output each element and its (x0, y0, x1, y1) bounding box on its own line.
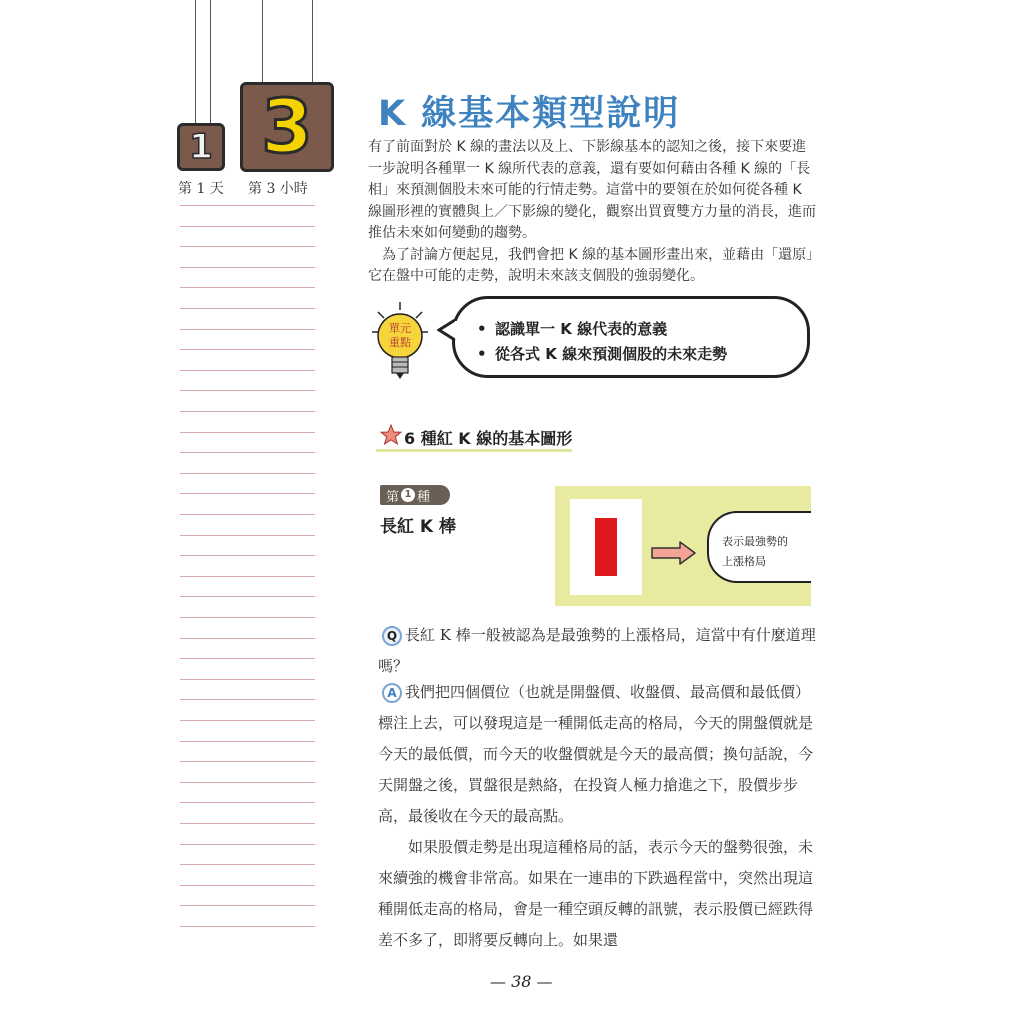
ruled-line (180, 741, 315, 742)
hour-block (240, 82, 334, 172)
ruled-line (180, 658, 315, 659)
tag-number: 1 (401, 488, 415, 502)
star-icon (380, 424, 402, 446)
day-label: 第 1 天 (178, 181, 224, 197)
intro-text (368, 137, 818, 288)
page-number: — 38 — (490, 972, 553, 991)
ruled-line (180, 370, 315, 371)
ruled-line (180, 432, 315, 433)
ruled-line (180, 844, 315, 845)
arrow-right-icon (650, 539, 698, 567)
lightbulb-icon (370, 300, 440, 382)
candle-name: 長紅 K 棒 (380, 517, 457, 537)
intro-paragraph: 有了前面對於 K 線的畫法以及上、下影線基本的認知之後，接下來要進一步說明各種單一 K 線所代表的意義，還有要如何藉由各種 K 線的「長相」來預測個股未來可能的行情走勢。這當中的要領在於如何從各種 K 線圖形裡的實體與上／下影線的變化，觀察出買賣雙方力量的消長，進而推估未來如何變動的趨勢。 (368, 139, 816, 241)
ruled-line (180, 205, 315, 206)
callout-text (722, 532, 788, 572)
hanging-string (210, 0, 211, 125)
section-heading: 6 種紅 K 線的基本圖形 (404, 429, 573, 448)
body-paragraph: 如果股價走勢是出現這種格局的話，表示今天的盤勢很強，未來續強的機會非常高。如果在一連串的下跌過程當中，突然出現這種開低走高的格局，會是一種空頭反轉的訊號，表示股價已經跌得差不多了，即將要反轉向上。如果還 (378, 838, 814, 949)
hour-number: 3 (261, 84, 313, 170)
key-points-bubble (452, 296, 810, 378)
ruled-line (180, 308, 315, 309)
ruled-line (180, 555, 315, 556)
ruled-line (180, 617, 315, 618)
ruled-line (180, 720, 315, 721)
hour-label: 第 3 小時 (248, 181, 308, 197)
key-points-list (455, 299, 807, 367)
ruled-line (180, 761, 315, 762)
ruled-line (180, 226, 315, 227)
bubble-tail (437, 318, 459, 342)
callout-line: 上漲格局 (722, 555, 766, 568)
answer-icon: A (382, 683, 402, 703)
ruled-line (180, 823, 315, 824)
red-candle (595, 518, 617, 576)
ruled-line (180, 390, 315, 391)
question-icon: Q (382, 626, 402, 646)
answer-block (378, 677, 818, 956)
ruled-line (180, 349, 315, 350)
ruled-line (180, 514, 315, 515)
answer-text: 我們把四個價位（也就是開盤價、收盤價、最高價和最低價）標注上去，可以發現這是一種開低走高的格局，今天的開盤價就是今天的最低價，而今天的收盤價就是今天的最高價；換句話說，今天開盤之後，買盤很是熱絡，在投資人極力搶進之下，股價步步高，最後收在今天的最高點。 (378, 683, 814, 825)
ruled-line (180, 885, 315, 886)
ruled-line (180, 493, 315, 494)
key-point-item: • 從各式 K 線來預測個股的未來走勢 (495, 342, 807, 367)
ruled-line (180, 452, 315, 453)
ruled-line (180, 329, 315, 330)
ruled-line (180, 473, 315, 474)
question-block (378, 620, 818, 682)
key-point-item: • 認識單一 K 線代表的意義 (495, 317, 807, 342)
ruled-line (180, 576, 315, 577)
ruled-line (180, 679, 315, 680)
page-title: K 線基本類型說明 (378, 94, 681, 134)
ruled-line (180, 411, 315, 412)
ruled-line (180, 864, 315, 865)
bulb-text: 單元 (389, 322, 411, 335)
type-tag (380, 485, 450, 505)
ruled-line (180, 905, 315, 906)
day-number: 1 (189, 127, 213, 167)
ruled-line (180, 596, 315, 597)
ruled-line (180, 535, 315, 536)
hanging-string (312, 0, 313, 85)
tag-suffix: 種 (417, 489, 431, 505)
hanging-string (262, 0, 263, 85)
tag-prefix: 第 (386, 489, 400, 505)
ruled-line (180, 267, 315, 268)
ruled-line (180, 926, 315, 927)
callout-line: 表示最強勢的 (722, 535, 788, 548)
heading-underline (376, 449, 572, 452)
intro-paragraph: 為了討論方便起見，我們會把 K 線的基本圖形畫出來，並藉由「還原」它在盤中可能的走勢，說明未來該支個股的強弱變化。 (368, 246, 814, 284)
ruled-line (180, 699, 315, 700)
day-block (177, 123, 225, 171)
ruled-line (180, 802, 315, 803)
ruled-line (180, 782, 315, 783)
ruled-line (180, 638, 315, 639)
hanging-string (195, 0, 196, 125)
ruled-line (180, 287, 315, 288)
ruled-line (180, 246, 315, 247)
question-text: 長紅 K 棒一般被認為是最強勢的上漲格局，這當中有什麼道理嗎？ (378, 626, 816, 675)
bulb-text: 重點 (389, 336, 411, 349)
